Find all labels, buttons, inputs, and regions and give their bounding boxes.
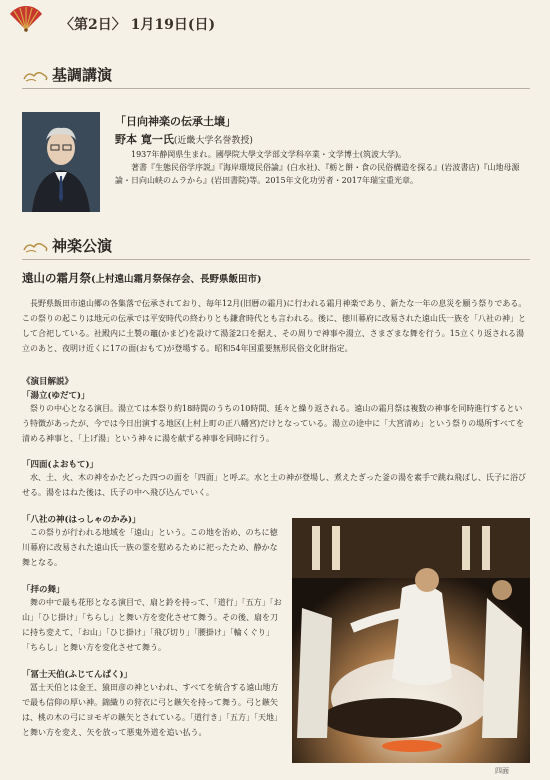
kagura-divider <box>22 259 530 260</box>
program-item <box>22 513 284 570</box>
performance-title <box>22 270 262 286</box>
cloud-ornament-icon <box>22 69 48 83</box>
cloud-ornament-icon <box>22 240 48 254</box>
day-label: 〈第2日〉 1月19日(日) <box>60 17 216 33</box>
program-item-label: 「拝の舞」 <box>22 585 65 595</box>
speaker-name-text: 野本 寛一氏 <box>115 133 174 146</box>
folding-fan-icon <box>8 6 44 32</box>
program-item-text: 舞の中で最も花形となる演目で、扇と鈴を持って、「道行」「五方」「お山」「ひじ掛け」「ちらし」と舞い方を変化させて舞う。その後、扇を刀に持ち変えて、「お山」「ひじ掛け」「飛び切り」「腰掛け」「輪くぐり」「ちらし」と舞い方を変化させて舞う。 <box>22 598 282 652</box>
performance-org: (上村遠山霜月祭保存会、長野県飯田市) <box>91 274 262 285</box>
program-item-label: 「四面(よおもて)」 <box>22 460 99 470</box>
program-item-label: 「冨士天伯(ふじてんぱく)」 <box>22 670 133 680</box>
performance-name: 遠山の霜月祭 <box>22 271 91 285</box>
speaker-portrait <box>22 112 100 212</box>
program-item <box>22 458 530 500</box>
program-item <box>22 389 530 446</box>
photo-caption: 四面 <box>495 767 509 775</box>
program-item-label: 「湯立(ゆだて)」 <box>22 391 90 401</box>
program-item-text: 冨士天伯とは金王、猿田彦の神といわれ、すべてを統合する遠山地方で最も信仰の厚い神。錦織りの狩衣に弓と鏃矢を持って舞う。弓と鏃矢は、桃の木の弓にヨモギの鏃矢とされている。「道行き」「五方」「天地」と舞い方を変え、矢を放って悪鬼外道を追い払う。 <box>22 683 282 737</box>
program-item-text: 祭りの中心となる演目。湯立ては本祭り約18時間のうちの10時間、延々と繰り返される。遠山の霜月祭は複数の神事を同時進行するという特徴があったが、今では今日出演する地区(上村上町の正八幡宮)だけとなっている。湯立の途中に「大宮清め」という祭りの場所すべてを清める神事と、「上げ湯」という神々に湯を献ずる神事を同時に行う。 <box>22 404 524 443</box>
kagura-section-title: 神楽公演 <box>52 237 113 255</box>
performance-intro: 長野県飯田市遠山郷の各集落で伝承されており、毎年12月(旧暦の霜月)に行われる霜月神楽であり、新たな一年の息災を願う祭りである。この祭りの起こりは地元の伝承では平安時代の終わりとも鎌倉時代とも言われる。後に、徳川幕府に改易された遠山氏一族を「八社の神」として合祀している。社殿内に土製の竈(かまど)を設けて湯釜2口を据え、その周りで神事や湯立、さまざまな舞を行う。15立くり返される湯立のあと、夜明け近くに17の面(おもて)が登場する。昭和54年国重要無形民俗文化財指定。 <box>22 299 527 353</box>
speaker-bio-line-1: 1937年静岡県生まれ。國學院大學文学部文学科卒業・文学博士(筑波大学)。 <box>131 150 407 159</box>
speaker-bio-line-2: 著書『生態民俗学序説』『海岸環境民俗論』(白水社)、『栃と餅・食の民俗構造を探る』(岩波書店)『山地母源論・日向山峡のムラから』(岩田書院)等。2015年文化功労者・2017年瑞宝重光章。 <box>115 163 520 185</box>
speaker-bio <box>115 148 535 187</box>
program-item-label: 「八社の神(はっしゃのかみ)」 <box>22 515 141 525</box>
keynote-section-title: 基調講演 <box>52 66 113 84</box>
keynote-divider <box>22 88 530 89</box>
program-item-text: この祭りが行われる地域を「遠山」という。この地を治め、のちに徳川幕府に改易された遠山氏一族の霊を慰めるために祀ったため、静かな舞となる。 <box>22 528 278 567</box>
program-item <box>22 668 284 740</box>
program-item-text: 水、土、火、木の神をかたどった四つの面を「四面」と呼ぶ。水と土の神が登場し、煮えたぎった釜の湯を素手で跳ね飛ばし、氏子に浴びせる。湯をはねた後は、氏子の中へ飛び込んでいく。 <box>22 473 526 497</box>
performance-photo <box>292 518 530 763</box>
explanation-label: 《演目解説》 <box>22 377 74 387</box>
program-item <box>22 583 284 655</box>
lecture-title: 「日向神楽の伝承土壌」 <box>115 115 236 128</box>
speaker-affiliation: (近畿大学名誉教授) <box>173 136 253 146</box>
speaker-name <box>115 131 253 147</box>
